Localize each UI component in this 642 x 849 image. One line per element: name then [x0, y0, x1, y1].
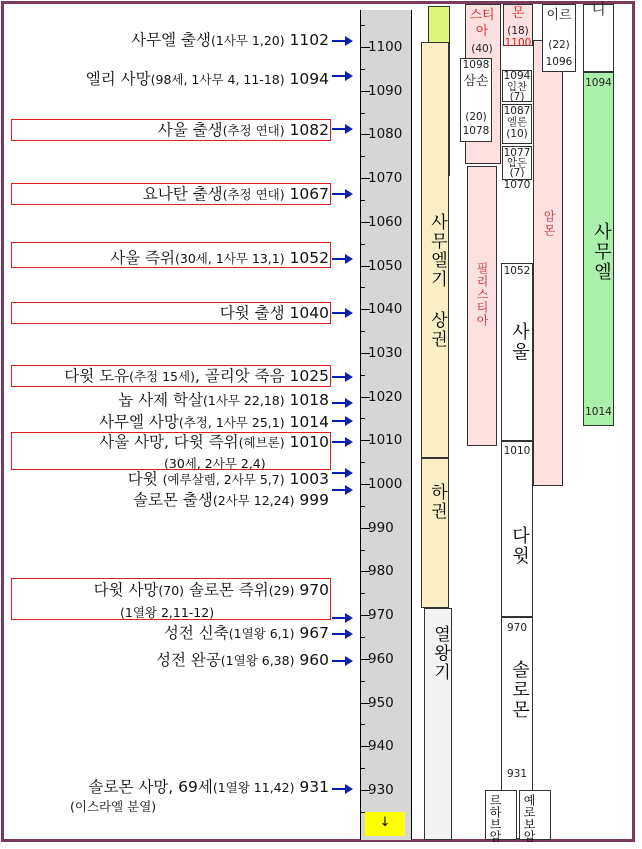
event-david-anointing: 다윗 도유(추정 15세), 골리앗 죽음 1025: [64, 367, 329, 385]
axis-tick-label: 990: [368, 519, 394, 536]
axis-minor-tick: [360, 25, 365, 26]
solomon-label: 솔로몬: [509, 660, 530, 720]
samson-start: 1098: [462, 59, 490, 71]
axis-tick-label: 1010: [368, 432, 403, 449]
event-david-jerusalem: 다윗 (예루살렘, 2사무 5,7) 1003: [127, 470, 329, 488]
jeroboam-label: 예로보암: [522, 794, 536, 842]
axis-tick-label: 1050: [368, 257, 403, 274]
axis-tick-label: 1040: [368, 301, 403, 318]
ibzan-years: (7): [509, 91, 525, 103]
axis-bottom-marker: ↓: [365, 812, 405, 836]
axis-tick-label: 930: [368, 781, 394, 798]
arrow-icon: [332, 472, 346, 474]
samuel-label: 사무엘: [591, 222, 612, 282]
arrow-icon: [332, 441, 346, 443]
saul-label: 사울: [509, 322, 530, 362]
arrow-icon: [332, 193, 346, 195]
event-solomon-death-note: (이스라엘 분열): [70, 799, 157, 814]
arrow-icon: [332, 376, 346, 378]
axis-minor-tick: [360, 550, 365, 551]
solomon-end: 931: [506, 768, 528, 780]
axis-minor-tick: [360, 156, 365, 157]
book-kings: 열왕기: [424, 608, 452, 840]
arrow-icon: [332, 660, 346, 662]
axis-tick-label: 1030: [368, 344, 403, 361]
event-david-death-note: (1열왕 2,11-12): [120, 605, 215, 620]
elon-label: 엘론: [506, 116, 528, 128]
samuel-top-label: 니: [591, 0, 606, 18]
saul-start: 1052: [503, 265, 531, 277]
solomon-start: 970: [506, 622, 528, 634]
book-samuel-2: 하권: [421, 458, 449, 608]
axis-tick-label: 1070: [368, 170, 403, 187]
axis-minor-tick: [360, 418, 365, 419]
event-jonathan-birth: 요나탄 출생(추정 연대) 1067: [142, 185, 329, 203]
elon-year: 1087: [503, 105, 531, 117]
eli-years: (22): [548, 39, 570, 51]
axis-minor-tick: [360, 506, 365, 507]
axis-tick-label: 960: [368, 650, 394, 667]
elon-years: (10): [506, 128, 528, 140]
eli-year: 1096: [545, 56, 573, 68]
arrow-icon: [332, 402, 346, 404]
arrow-icon: [332, 788, 346, 790]
abdon-year: 1077: [503, 147, 531, 159]
mon-year: 1100: [504, 37, 532, 49]
samson-end: 1078: [462, 125, 490, 137]
axis-tick-label: 1100: [368, 39, 403, 55]
arrow-icon: [332, 128, 346, 130]
year-1070: 1070: [503, 179, 531, 191]
philistines-top-years: (40): [471, 43, 493, 55]
david-label: 다윗: [509, 526, 530, 566]
samson-years: (20): [465, 111, 487, 123]
samuel-end: 1014: [585, 406, 612, 418]
axis-minor-tick: [360, 287, 365, 288]
axis-minor-tick: [360, 637, 365, 638]
axis-minor-tick: [360, 724, 365, 725]
axis-minor-tick: [360, 331, 365, 332]
arrow-icon: [332, 40, 346, 42]
axis-tick-label: 1020: [368, 388, 403, 405]
axis-tick-label: 1080: [368, 126, 403, 143]
ibzan-label: 입찬: [506, 81, 528, 93]
rehoboam-label: 르하브암: [488, 794, 502, 842]
event-solomon-birth: 솔로몬 출생(2사무 12,24) 999: [133, 491, 329, 509]
arrow-icon: [332, 312, 346, 314]
arrow-icon: [332, 258, 346, 260]
event-nob-massacre: 놉 사제 학살(1사무 22,18) 1018: [118, 391, 329, 409]
arrow-icon: [332, 420, 346, 422]
axis-tick-label: 970: [368, 607, 394, 624]
arrow-icon: [332, 489, 346, 491]
event-david-death: 다윗 사망(70) 솔로몬 즉위(29) 970: [93, 581, 329, 599]
arrow-icon: [332, 633, 346, 635]
axis-tick-label: 940: [368, 738, 394, 755]
event-eli-death: 엘리 사망(98세, 1사무 4, 11-18) 1094: [85, 70, 329, 88]
abdon-years: (7): [509, 167, 525, 179]
axis-minor-tick: [360, 462, 365, 463]
book-samuel-1: 사무엘기 상권: [421, 42, 449, 458]
event-saul-accession: 사울 즉위(30세, 1사무 13,1) 1052: [110, 249, 329, 267]
event-saul-death-note: (30세, 2사무 2,4): [164, 456, 266, 471]
event-solomon-death: 솔로몬 사망, 69세(1열왕 11,42) 931: [88, 778, 329, 796]
axis-minor-tick: [360, 681, 365, 682]
axis-tick-label: 1090: [368, 82, 403, 99]
eli-label: 이르: [546, 8, 572, 23]
david-start: 1010: [503, 445, 531, 457]
samson-label: 삼손: [463, 74, 489, 89]
event-saul-death: 사울 사망, 다윗 즉위(헤브론) 1010: [99, 433, 329, 451]
mon-years: (18): [507, 25, 529, 37]
philistia-label: 필리스티아: [475, 262, 489, 327]
axis-minor-tick: [360, 593, 365, 594]
ibzan-year: 1094: [503, 70, 531, 82]
event-samuel-death: 사무엘 사망(추정, 1사무 25,1) 1014: [99, 413, 329, 431]
event-samuel-birth: 사무엘 출생(1사무 1,20) 1102: [131, 31, 329, 49]
axis-minor-tick: [360, 200, 365, 201]
axis-tick-label: 950: [368, 694, 394, 711]
samuel-start: 1094: [585, 77, 612, 89]
axis-minor-tick: [360, 768, 365, 769]
arrow-icon: [332, 75, 346, 77]
ammon-box: [533, 40, 563, 486]
axis-minor-tick: [360, 113, 365, 114]
mon-label: 몬: [511, 6, 525, 21]
event-david-birth: 다윗 출생 1040: [219, 304, 329, 322]
axis-tick-label: 1000: [368, 476, 403, 492]
axis-tick-label: 1060: [368, 213, 403, 230]
philistines-top-label: 스티아: [469, 8, 495, 39]
axis-tick-label: 980: [368, 563, 394, 580]
axis-minor-tick: [360, 69, 365, 70]
ammon-label: 암몬: [542, 210, 556, 238]
axis-minor-tick: [360, 375, 365, 376]
axis-minor-tick: [360, 244, 365, 245]
arrow-icon: [332, 617, 346, 619]
event-saul-birth: 사울 출생(추정 연대) 1082: [157, 121, 329, 139]
event-temple-complete: 성전 완공(1열왕 6,38) 960: [155, 651, 329, 669]
abdon-label: 압돈: [506, 157, 528, 169]
event-temple-start: 성전 신축(1열왕 6,1) 967: [163, 624, 329, 642]
